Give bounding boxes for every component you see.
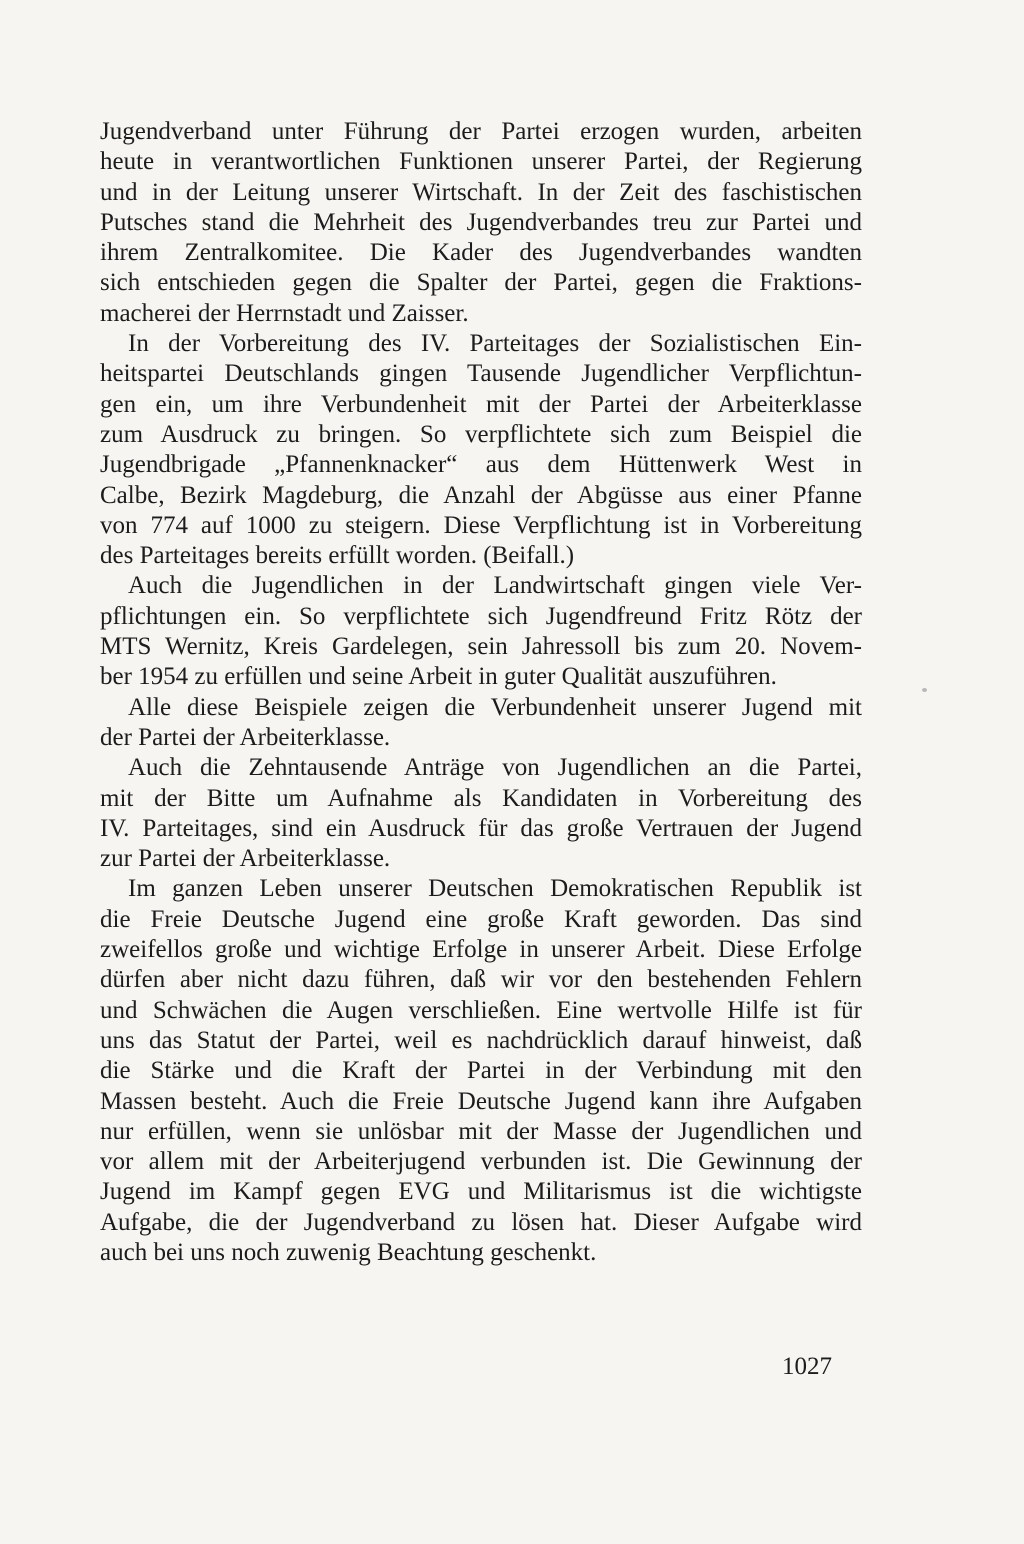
text-line: IV. Parteitages, sind ein Ausdruck für das große Vertrauen der Jugend [100, 814, 862, 842]
text-line: MTS Wernitz, Kreis Gardelegen, sein Jahressoll bis zum 20. Novem- [100, 633, 862, 661]
text-line: zweifellos große und wichtige Erfolge in unserer Arbeit. Diese Erfolge [100, 936, 862, 964]
text-line: die Stärke und die Kraft der Partei in der Verbindung mit den [100, 1057, 862, 1085]
text-line: heute in verantwortlichen Funktionen unserer Partei, der Regierung [100, 148, 862, 176]
text-line: Putsches stand die Mehrheit des Jugendverbandes treu zur Partei und [100, 208, 862, 236]
text-line: vor allem mit der Arbeiterjugend verbunden ist. Die Gewinnung der [100, 1148, 862, 1176]
text-line: sich entschieden gegen die Spalter der Partei, gegen die Fraktions- [100, 269, 862, 297]
text-line: Calbe, Bezirk Magdeburg, die Anzahl der Abgüsse aus einer Pfanne [100, 481, 862, 509]
text-line: Aufgabe, die der Jugendverband zu lösen hat. Dieser Aufgabe wird [100, 1208, 862, 1236]
text-line: Jugendbrigade „Pfannenknacker“ aus dem Hüttenwerk West in [100, 451, 862, 479]
text-line: macherei der Herrnstadt und Zaisser. [100, 299, 469, 327]
text-line: uns das Statut der Partei, weil es nachdrücklich darauf hinweist, daß [100, 1026, 862, 1054]
text-line: pflichtungen ein. So verpflichtete sich Jugendfreund Fritz Rötz der [100, 602, 862, 630]
text-line: auch bei uns noch zuwenig Beachtung geschenkt. [100, 1238, 597, 1266]
text-line: dürfen aber nicht dazu führen, daß wir vor den bestehenden Fehlern [100, 966, 862, 994]
page-number: 1027 [782, 1353, 832, 1380]
text-line: Auch die Zehntausende Anträge von Jugendlichen an die Partei, [128, 754, 862, 782]
text-line: von 774 auf 1000 zu steigern. Diese Verpflichtung ist in Vorbereitung [100, 511, 862, 539]
text-line: Auch die Jugendlichen in der Landwirtschaft gingen viele Ver- [128, 572, 862, 600]
text-line: nur erfüllen, wenn sie unlösbar mit der Masse der Jugendlichen und [100, 1117, 862, 1145]
scan-speck [922, 688, 927, 692]
text-line: zur Partei der Arbeiterklasse. [100, 845, 391, 873]
text-line: mit der Bitte um Aufnahme als Kandidaten in Vorbereitung des [100, 784, 862, 812]
text-line: ber 1954 zu erfüllen und seine Arbeit in guter Qualität auszuführen. [100, 663, 777, 691]
text-line: ihrem Zentralkomitee. Die Kader des Jugendverbandes wandten [100, 239, 862, 267]
text-line: die Freie Deutsche Jugend eine große Kraft geworden. Das sind [100, 905, 862, 933]
body-text [100, 117, 862, 1268]
text-line: und in der Leitung unserer Wirtschaft. In der Zeit des faschistischen [100, 178, 862, 206]
text-line: des Parteitages bereits erfüllt worden. (Beifall.) [100, 542, 575, 570]
text-line: heitspartei Deutschlands gingen Tausende Jugendlicher Verpflichtun- [100, 360, 862, 388]
text-line: Jugend im Kampf gegen EVG und Militarismus ist die wichtigste [100, 1178, 862, 1206]
text-line: In der Vorbereitung des IV. Parteitages der Sozialistischen Ein- [128, 330, 862, 358]
text-line: der Partei der Arbeiterklasse. [100, 723, 391, 751]
text-line: Jugendverband unter Führung der Partei erzogen wurden, arbeiten [100, 118, 862, 145]
text-line: zum Ausdruck zu bringen. So verpflichtete sich zum Beispiel die [100, 420, 862, 448]
text-line: Alle diese Beispiele zeigen die Verbundenheit unserer Jugend mit [128, 693, 862, 721]
text-line: Im ganzen Leben unserer Deutschen Demokratischen Republik ist [128, 875, 862, 903]
text-line: Massen besteht. Auch die Freie Deutsche Jugend kann ihre Aufgaben [100, 1087, 862, 1115]
text-line: gen ein, um ihre Verbundenheit mit der Partei der Arbeiterklasse [100, 390, 862, 418]
text-line: und Schwächen die Augen verschließen. Eine wertvolle Hilfe ist für [100, 996, 862, 1024]
